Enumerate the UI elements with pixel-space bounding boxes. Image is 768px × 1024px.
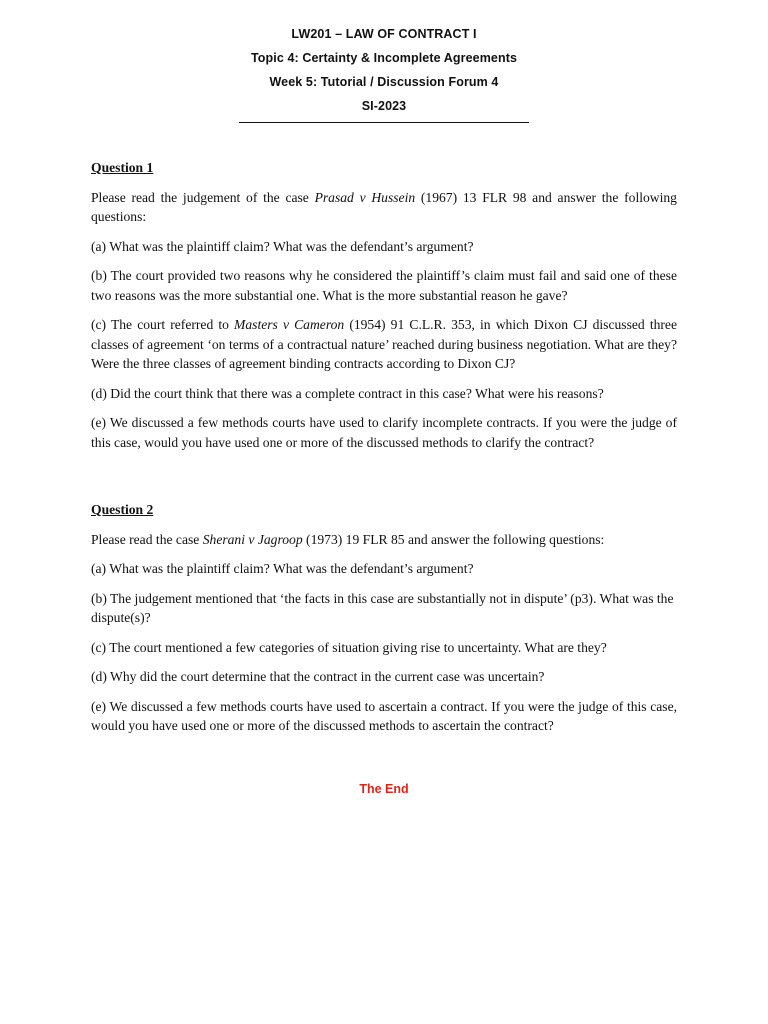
question-1-heading: Question 1 — [91, 160, 154, 175]
question-2-heading: Question 2 — [91, 502, 154, 517]
document-body — [91, 158, 677, 746]
question-2-item-e: (e) We discussed a few methods courts have used to ascertain a contract. If you were the judge of this case, would you have used one or more of the discussed methods to ascertain the contract? — [91, 698, 677, 733]
case-name: Sherani v Jagroop — [202, 531, 303, 547]
topic-title: Topic 4: Certainty & Incomplete Agreements — [250, 51, 518, 65]
header-divider — [239, 122, 529, 123]
end-marker: The End — [359, 782, 409, 796]
section-spacer — [91, 462, 677, 500]
question-1-item-a: (a) What was the plaintiff claim? What was the defendant’s argument? — [91, 238, 474, 254]
course-title: LW201 – LAW OF CONTRACT I — [291, 27, 477, 41]
intro-text: Please read the case — [91, 531, 203, 547]
question-1-item-d: (d) Did the court think that there was a complete contract in this case? What were his reasons? — [91, 385, 604, 401]
case-name: Masters v Cameron — [234, 317, 345, 332]
question-1-item-e: (e) We discussed a few methods courts have used to clarify incomplete contracts. If you were the judge of this case, would you have used one or more of the discussed methods to clarify the contract? — [91, 415, 677, 450]
question-2-item-a: (a) What was the plaintiff claim? What was the defendant’s argument? — [91, 561, 474, 576]
intro-text: (1967) 13 FLR 98 and answer the following questions: — [91, 189, 677, 224]
case-name: Prasad v Hussein — [314, 189, 416, 205]
intro-text: (1973) 19 FLR 85 and answer the following questions: — [302, 531, 605, 547]
question-1-intro — [91, 188, 677, 227]
week-title: Week 5: Tutorial / Discussion Forum 4 — [269, 75, 499, 89]
question-2-intro — [91, 530, 677, 550]
intro-text: Please read the judgement of the case — [91, 189, 315, 205]
question-2-item-c: (c) The court mentioned a few categories of situation giving rise to uncertainty. What are they? — [91, 639, 607, 655]
document-header — [0, 22, 768, 123]
item-text: (1954) 91 C.L.R. 353, in which Dixon CJ discussed three classes of agreement ‘on terms of a contractual nature’ reached during business negotiation. What are they? Were the three classes of agreement binding contracts according to Dixon CJ? — [91, 317, 677, 371]
question-1-item-b: (b) The court provided two reasons why he considered the plaintiff’s claim must fail and said one of these two reasons was the more substantial one. What is the more substantial reason he gave? — [91, 268, 677, 303]
question-2-item-b: (b) The judgement mentioned that ‘the facts in this case are substantially not in dispute’ (p3). What was the dispute(s)? — [91, 590, 674, 625]
question-2-item-d: (d) Why did the court determine that the contract in the current case was uncertain? — [91, 669, 545, 684]
item-text: (c) The court referred to — [91, 317, 235, 332]
question-1-item-c — [91, 315, 677, 374]
term-label: SI-2023 — [361, 99, 407, 113]
